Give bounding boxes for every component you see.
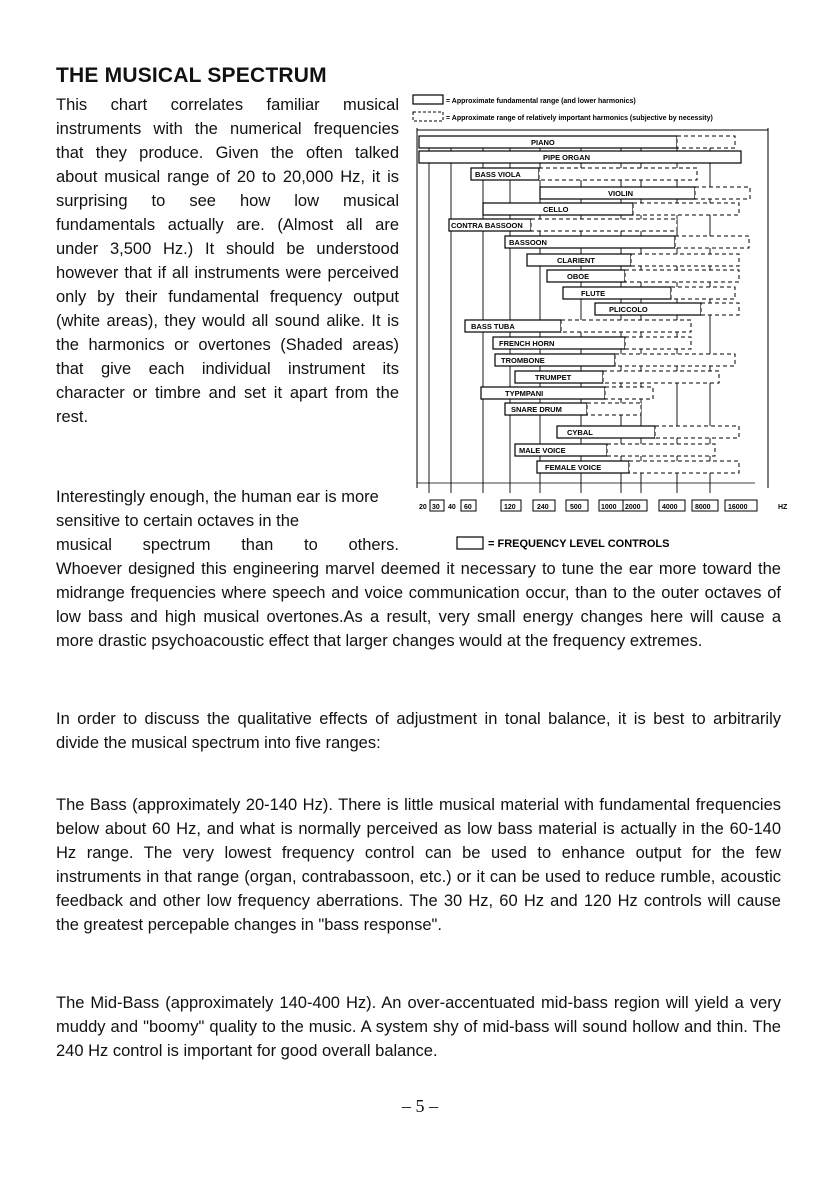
bar-snare-drum-harmonics bbox=[587, 403, 641, 415]
axis-label-30: 30 bbox=[432, 504, 440, 511]
intro-continuation: Interestingly enough, the human ear is more sensitive to certain octaves in the bbox=[56, 488, 379, 530]
bar-trombone-harmonics bbox=[615, 354, 735, 366]
musical-spectrum-chart bbox=[405, 88, 800, 558]
page-number: – 5 – bbox=[402, 1096, 438, 1116]
label-contra-bassoon: CONTRA BASSOON bbox=[451, 221, 523, 230]
bar-trumpet-harmonics bbox=[603, 371, 719, 383]
spectrum-line bbox=[56, 533, 399, 557]
bar-bassoon-harmonics bbox=[675, 236, 749, 248]
bar-piano-harmonics bbox=[677, 136, 735, 148]
label-cybal: CYBAL bbox=[567, 428, 593, 437]
axis-label-16000: 16000 bbox=[728, 504, 748, 511]
legend-harmonics-label: = Approximate range of relatively important harmonics (subjective by necessity) bbox=[446, 115, 713, 122]
spectrum-word-1: musical bbox=[56, 536, 112, 554]
bar-male-voice-harmonics bbox=[607, 444, 715, 456]
label-oboe: OBOE bbox=[567, 272, 590, 281]
axis-label-1000: 1000 bbox=[601, 504, 617, 511]
label-french-horn: FRENCH HORN bbox=[499, 339, 555, 348]
intro-paragraph: This chart correlates familiar musical instruments with the numerical frequencies that they produce. Given the often talked about musical range of 20 to 20,000 Hz, it is surprising to see how low musical fundamentals actually are. (Almost all are under 3,500 Hz.) It should be understood however that if all instruments were perceived only by their fundamental frequency output (white areas), they would all sound alike. It is the harmonics or overtones (Shaded areas) that give each individual instrument its character or timbre and set it apart from the rest. bbox=[56, 96, 399, 426]
label-female-voice: FEMALE VOICE bbox=[545, 463, 602, 472]
label-piano: PIANO bbox=[531, 138, 555, 147]
axis-label-500: 500 bbox=[570, 504, 582, 511]
legend-fundamental-swatch bbox=[413, 95, 443, 104]
bar-cybal-harmonics bbox=[655, 426, 739, 438]
spectrum-word-5: others. bbox=[348, 536, 399, 554]
legend-fundamental-label: = Approximate fundamental range (and lower harmonics) bbox=[446, 98, 636, 105]
bar-pliccolo-harmonics bbox=[701, 303, 739, 315]
bar-french-horn-harmonics bbox=[625, 337, 691, 349]
label-bass-tuba: BASS TUBA bbox=[471, 322, 515, 331]
label-bass-viola: BASS VIOLA bbox=[475, 170, 521, 179]
bar-bass-viola-harmonics bbox=[539, 168, 697, 180]
paragraph-midbass: The Mid-Bass (approximately 140-400 Hz). An over-accentuated mid-bass region will yield a very muddy and "boomy" quality to the music. A system shy of mid-bass will sound hollow and thin. The 240 Hz control is important for good overall balance. bbox=[56, 994, 781, 1060]
label-bassoon: BASSOON bbox=[509, 238, 547, 247]
bar-female-voice-harmonics bbox=[629, 461, 739, 473]
axis-label-60: 60 bbox=[464, 504, 472, 511]
axis-label-2000: 2000 bbox=[625, 504, 641, 511]
bar-flute-harmonics bbox=[671, 287, 735, 299]
frequency-controls-swatch bbox=[457, 537, 483, 549]
bar-cello-harmonics bbox=[633, 203, 739, 215]
frequency-controls-label: = FREQUENCY LEVEL CONTROLS bbox=[488, 538, 670, 550]
page-title: THE MUSICAL SPECTRUM bbox=[56, 64, 327, 87]
label-violin: VIOLIN bbox=[608, 189, 634, 198]
axis-label-120: 120 bbox=[504, 504, 516, 511]
label-trumpet: TRUMPET bbox=[535, 373, 572, 382]
spectrum-word-3: than bbox=[241, 536, 274, 554]
bar-oboe-harmonics bbox=[625, 270, 739, 282]
bar-contra-bassoon-harmonics bbox=[531, 219, 677, 231]
axis-label-20: 20 bbox=[419, 504, 427, 511]
bar-violin-harmonics bbox=[695, 187, 750, 199]
axis-label-40: 40 bbox=[448, 504, 456, 511]
label-snare-drum: SNARE DRUM bbox=[511, 405, 562, 414]
bar-clarient-harmonics bbox=[631, 254, 739, 266]
label-clarient: CLARIENT bbox=[557, 256, 595, 265]
paragraph-divide: In order to discuss the qualitative effects of adjustment in tonal balance, it is best to arbitrarily divide the musical spectrum into five ranges: bbox=[56, 710, 781, 752]
legend-harmonics-swatch bbox=[413, 112, 443, 121]
bar-typmpani-harmonics bbox=[605, 387, 653, 399]
label-pliccolo: PLICCOLO bbox=[609, 305, 648, 314]
paragraph-whoever: Whoever designed this engineering marvel deemed it necessary to tune the ear more toward the midrange frequencies where speech and voice communication occur, than to the outer octaves of low bass and high musical overtones.As a result, very small energy changes here will cause a more drastic psychoacoustic effect that larger changes would at the frequency extremes. bbox=[56, 560, 781, 650]
label-typmpani: TYPMPANI bbox=[505, 389, 544, 398]
spectrum-word-4: to bbox=[304, 536, 318, 554]
axis-label-8000: 8000 bbox=[695, 504, 711, 511]
label-trombone: TROMBONE bbox=[501, 356, 545, 365]
bar-bass-tuba-harmonics bbox=[561, 320, 691, 332]
label-cello: CELLO bbox=[543, 205, 569, 214]
label-pipe-organ: PIPE ORGAN bbox=[543, 153, 591, 162]
paragraph-bass: The Bass (approximately 20-140 Hz). There is little musical material with fundamental frequencies below about 60 Hz, and what is normally perceived as low bass material is actually in the 60-140 Hz range. The very lowest frequency control can be used to enhance output for the few instruments in that range (organ, contrabassoon, etc.) or it can be used to reduce rumble, acoustic feedback and other low frequency aberrations. The 30 Hz, 60 Hz and 120 Hz controls will cause the greatest percepable changes in "bass response". bbox=[56, 796, 781, 934]
bar-flute-fundamental bbox=[563, 287, 671, 299]
spectrum-word-2: spectrum bbox=[142, 536, 211, 554]
label-flute: FLUTE bbox=[581, 289, 606, 298]
axis-label-hz: HZ bbox=[778, 504, 788, 511]
label-male-voice: MALE VOICE bbox=[519, 446, 566, 455]
axis-label-240: 240 bbox=[537, 504, 549, 511]
axis-label-4000: 4000 bbox=[662, 504, 678, 511]
